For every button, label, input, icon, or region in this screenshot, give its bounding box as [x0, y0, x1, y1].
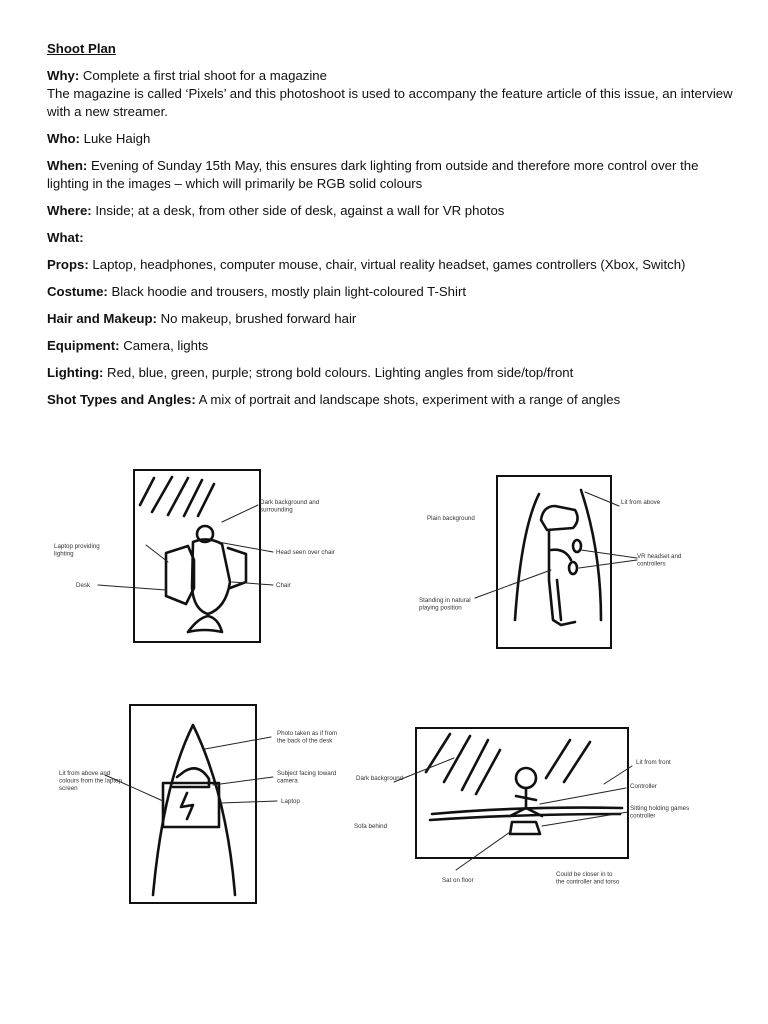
when-section [47, 157, 737, 193]
sketch-4-sofa-label: Sofa behind [354, 823, 388, 830]
props-label: Props: [47, 257, 89, 272]
sketch-1-drawing [48, 450, 338, 650]
sketch-sitting-on-floor [350, 722, 710, 897]
when-label: When: [47, 158, 88, 173]
why-detail-text: The magazine is called ‘Pixels’ and this photoshoot is used to accompany the feature article of this issue, an interview with a new streamer. [47, 86, 733, 119]
sketch-3-laptop-label: Laptop [281, 798, 300, 805]
sketch-1-desk-label: Desk [76, 582, 91, 589]
what-section [47, 229, 737, 247]
shoot-plan-document [47, 40, 737, 418]
shot-types-text: A mix of portrait and landscape shots, experiment with a range of angles [195, 392, 621, 407]
what-label: What: [47, 230, 84, 245]
sketch-4-lit-front-label: Lit from front [636, 759, 671, 766]
sketch-1-chair-label: Chair [276, 582, 291, 589]
where-label: Where: [47, 203, 92, 218]
equipment-section [47, 337, 737, 355]
hair-makeup-text: No makeup, brushed forward hair [156, 311, 357, 326]
sketch-2-lit-label: Lit from above [621, 499, 661, 506]
sketch-4-controller-label: Controller [630, 783, 657, 790]
sketch-1-head-label: Head seen over chair [276, 549, 335, 556]
sketch-4-drawing [350, 722, 710, 897]
lighting-text: Red, blue, green, purple; strong bold colours. Lighting angles from side/top/front [103, 365, 574, 380]
who-text: Luke Haigh [79, 131, 151, 146]
sketch-2-standing-label: Standing in natural playing position [419, 597, 471, 612]
sketch-3-drawing [55, 705, 345, 905]
sketch-vr-standing [415, 470, 715, 655]
equipment-text: Camera, lights [119, 338, 209, 353]
equipment-label: Equipment: [47, 338, 120, 353]
hair-makeup-label: Hair and Makeup: [47, 311, 157, 326]
sketch-2-frame [497, 476, 611, 648]
lighting-section [47, 364, 737, 382]
sketch-1-dark-bg-label: Dark background and surrounding [260, 499, 320, 514]
why-text: Complete a first trial shoot for a magazine [79, 68, 327, 83]
who-label: Who: [47, 131, 80, 146]
shot-types-label: Shot Types and Angles: [47, 392, 196, 407]
lighting-label: Lighting: [47, 365, 104, 380]
sketch-2-vr-label: VR headset and controllers [637, 553, 682, 568]
why-label: Why: [47, 68, 80, 83]
sketch-1-laptop-label: Laptop providing lighting [54, 543, 100, 558]
sketch-1-frame [134, 470, 260, 642]
sketch-4-sitting-label: Sitting holding games controller [630, 805, 690, 820]
document-title: Shoot Plan [47, 41, 116, 56]
sketch-from-back-of-desk [55, 705, 345, 905]
why-section [47, 67, 737, 121]
props-section [47, 256, 737, 274]
where-text: Inside; at a desk, from other side of desk, against a wall for VR photos [91, 203, 505, 218]
sketch-4-dark-bg-label: Dark background [356, 775, 404, 782]
when-text: Evening of Sunday 15th May, this ensures dark lighting from outside and therefore more control over the lighting in the images – which will primarily be RGB solid colours [47, 158, 699, 191]
sketch-4-sat-label: Sat on floor [442, 877, 474, 884]
hair-makeup-section [47, 310, 737, 328]
sketch-2-plain-label: Plain background [427, 515, 475, 522]
sketch-3-subject-label: Subject facing toward camera [277, 770, 337, 785]
sketch-desk-from-behind [48, 450, 338, 650]
shot-types-section [47, 391, 737, 409]
props-text: Laptop, headphones, computer mouse, chair, virtual reality headset, games controllers (Xbox, Switch) [88, 257, 686, 272]
costume-text: Black hoodie and trousers, mostly plain light-coloured T-Shirt [107, 284, 467, 299]
sketch-3-lit-label: Lit from above and colours from the laptop screen [59, 770, 122, 792]
who-section [47, 130, 737, 148]
costume-section [47, 283, 737, 301]
costume-label: Costume: [47, 284, 108, 299]
sketch-4-closer-label: Could be closer in to the controller and torso [556, 871, 620, 886]
sketch-4-frame [416, 728, 628, 858]
sketch-3-photo-label: Photo taken as if from the back of the desk [277, 730, 338, 745]
where-section [47, 202, 737, 220]
sketch-2-drawing [415, 470, 715, 655]
